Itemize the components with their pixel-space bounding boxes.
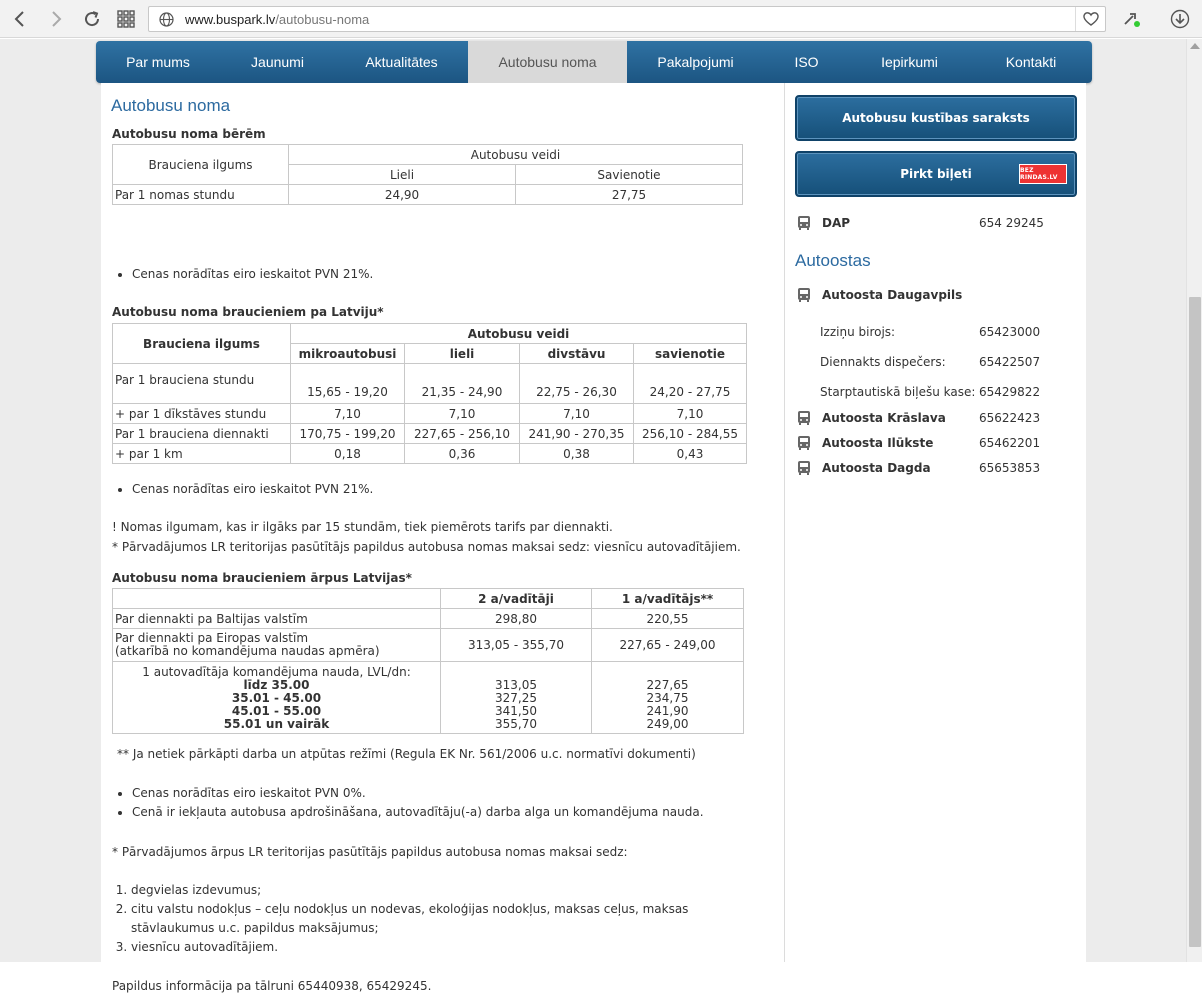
list-item: 1. degvielas izdevumus; xyxy=(131,881,751,900)
bus-icon xyxy=(796,215,812,231)
section-title-rent: Autobusu noma bērēm xyxy=(112,127,266,141)
bus-icon xyxy=(796,410,812,426)
table-cell: 0,38 xyxy=(520,444,634,464)
rent-table xyxy=(112,144,743,205)
bus-icon xyxy=(796,460,812,476)
table-cell: 227,65 - 256,10 xyxy=(405,424,520,444)
row-label-line: Par diennakti pa Eiropas valstīm xyxy=(115,631,309,645)
table-row xyxy=(113,444,747,464)
table-cell: 24,90 xyxy=(289,185,516,205)
table-row-label xyxy=(113,662,441,734)
table-header: Brauciena ilgums xyxy=(113,145,289,185)
list-item: • Cenas norādītas eiro ieskaitot PVN 0%. xyxy=(132,784,704,803)
price-note-list xyxy=(132,784,704,822)
table-cell: 170,75 - 199,20 xyxy=(291,424,405,444)
table-header: divstāvu xyxy=(520,344,634,364)
phone-number: 65429822 xyxy=(979,385,1041,399)
contact-label: Starptautiskā biļešu kase: xyxy=(820,385,976,399)
cell-line: 234,75 xyxy=(646,690,689,705)
station-row xyxy=(796,408,1076,428)
contact-row xyxy=(820,385,1041,399)
contact-row xyxy=(820,325,1041,339)
price-note-list xyxy=(132,480,373,499)
table-cell: 22,75 - 26,30 xyxy=(520,364,634,404)
section-title-latvia: Autobusu noma braucieniem pa Latviju* xyxy=(112,305,384,319)
table-header: savienotie xyxy=(634,344,747,364)
list-item: • Cenā ir iekļauta autobusa apdrošināšana, autovadītāju(-a) darba alga un komandējuma nauda. xyxy=(132,803,704,822)
latvia-table xyxy=(112,323,747,464)
table-header: mikroautobusi xyxy=(291,344,405,364)
table-cell: 7,10 xyxy=(405,404,520,424)
table-cell: 313,05 - 355,70 xyxy=(441,629,592,662)
section-title-abroad: Autobusu noma braucieniem ārpus Latvijas* xyxy=(112,571,412,585)
page-area xyxy=(0,39,1186,993)
table-row xyxy=(113,364,747,404)
table-row-label xyxy=(113,629,441,662)
bus-icon xyxy=(796,435,812,451)
nav-item-7[interactable]: Kontakti xyxy=(1005,54,1057,70)
table-header: Savienotie xyxy=(516,165,743,185)
contact-label: Izziņu birojs: xyxy=(820,325,896,339)
table-cell: 256,10 - 284,55 xyxy=(634,424,747,444)
extension-icon[interactable] xyxy=(1120,7,1144,31)
row-label-line: 55.01 un vairāk xyxy=(223,716,330,731)
footnote-text: ** Ja netiek pārkāpti darba un atpūtas režīmi (Regula EK Nr. 561/2006 u.c. normatīvi dokumenti) xyxy=(117,747,696,761)
scroll-up-arrow-icon[interactable] xyxy=(1190,43,1200,49)
row-label-line: 1 autovadītāja komandējuma nauda, LVL/dn: xyxy=(142,664,411,679)
price-note-list xyxy=(132,265,373,284)
table-row-label: Par 1 brauciena diennakti xyxy=(113,424,291,444)
sidebar xyxy=(786,83,1086,962)
list-item: 2. citu valstu nodokļus – ceļu nodokļus un nodevas, ekoloģijas nodokļus, maksas ceļus, maksas stāvlaukumus u.c. papildus maksājumus; xyxy=(131,900,751,938)
table-cell: 0,18 xyxy=(291,444,405,464)
station-row xyxy=(796,285,1076,305)
note-text: ! Nomas ilgumam, kas ir ilgāks par 15 stundām, tiek piemērots tarifs par diennakti. xyxy=(112,520,613,534)
dap-row xyxy=(796,213,1076,233)
table-header: Brauciena ilgums xyxy=(113,324,291,364)
globe-icon xyxy=(159,12,174,30)
apps-grid-icon[interactable] xyxy=(114,7,138,31)
browser-toolbar xyxy=(0,0,1202,38)
phone-number: 65423000 xyxy=(979,325,1041,339)
station-name: Autoosta Daugavpils xyxy=(822,288,963,302)
reload-icon[interactable] xyxy=(80,7,104,31)
row-label-line: līdz 35.00 xyxy=(243,677,310,692)
table-header: lieli xyxy=(405,344,520,364)
contact-row xyxy=(820,355,1041,369)
table-header: Autobusu veidi xyxy=(291,324,747,344)
nav-item-6[interactable]: Iepirkumi xyxy=(881,54,938,70)
phone-number: 65653853 xyxy=(979,461,1041,475)
nav-item-0[interactable]: Par mums xyxy=(126,54,190,70)
button-label: Autobusu kustības saraksts xyxy=(842,111,1030,125)
bezrindas-logo: BEZ RINDAS.LV xyxy=(1019,164,1067,184)
url-text: www.buspark.lv/autobusu-noma xyxy=(185,12,370,27)
table-cell: 24,20 - 27,75 xyxy=(634,364,747,404)
note-text: * Pārvadājumos LR teritorijas pasūtītājs papildus autobusa nomas maksai sedz: viesnīcu autovadītājiem. xyxy=(112,540,741,554)
table-header: 1 a/vadītājs** xyxy=(592,589,744,609)
station-name: Autoosta Dagda xyxy=(822,461,931,475)
table-cell: 27,75 xyxy=(516,185,743,205)
row-label-line: 45.01 - 55.00 xyxy=(231,703,322,718)
table-row-label: Par 1 brauciena stundu xyxy=(113,364,291,404)
contact-label: Diennakts dispečers: xyxy=(820,355,946,369)
phone-number: 65622423 xyxy=(979,411,1041,425)
table-row-label: + par 1 dīkstāves stundu xyxy=(113,404,291,424)
table-cell: 7,10 xyxy=(634,404,747,424)
table-cell: 220,55 xyxy=(592,609,744,629)
nav-item-5[interactable]: ISO xyxy=(794,54,819,70)
table-cell: 15,65 - 19,20 xyxy=(291,364,405,404)
buy-ticket-button[interactable] xyxy=(795,151,1077,197)
list-item: • Cenas norādītas eiro ieskaitot PVN 21%. xyxy=(132,265,373,284)
nav-item-4[interactable]: Pakalpojumi xyxy=(657,54,734,70)
table-cell xyxy=(592,662,744,734)
phone-number: 654 29245 xyxy=(979,216,1044,230)
cell-line: 249,00 xyxy=(646,716,689,731)
scroll-thumb[interactable] xyxy=(1189,297,1201,947)
table-row xyxy=(113,424,747,444)
table-cell: 0,43 xyxy=(634,444,747,464)
timetable-button[interactable] xyxy=(795,95,1077,141)
table-cell: 7,10 xyxy=(520,404,634,424)
station-row xyxy=(796,458,1076,478)
download-icon[interactable] xyxy=(1168,7,1192,31)
phone-number: 65422507 xyxy=(979,355,1041,369)
table-header: 2 a/vadītāji xyxy=(441,589,592,609)
cell-line: 327,25 xyxy=(495,690,537,705)
cell-line: 355,70 xyxy=(495,716,537,731)
table-row xyxy=(113,404,747,424)
main-content xyxy=(101,83,785,993)
heart-icon[interactable] xyxy=(1075,7,1105,31)
row-label-line: 35.01 - 45.00 xyxy=(231,690,322,705)
cell-line: 341,50 xyxy=(495,703,537,718)
table-row-label: + par 1 km xyxy=(113,444,291,464)
station-name: Autoosta Krāslava xyxy=(822,411,946,425)
station-name: Autoosta Ilūkste xyxy=(822,436,934,450)
note-text: * Pārvadājumos ārpus LR teritorijas pasūtītājs papildus autobusa nomas maksai sedz: xyxy=(112,845,628,859)
page-scrollbar[interactable] xyxy=(1186,39,1202,962)
table-header: Lieli xyxy=(289,165,516,185)
abroad-table xyxy=(112,588,744,734)
cell-line: 313,05 xyxy=(495,677,537,692)
table-cell xyxy=(441,662,592,734)
table-row-label: Par 1 nomas stundu xyxy=(113,185,289,205)
table-cell: 227,65 - 249,00 xyxy=(592,629,744,662)
content-container xyxy=(101,83,1086,993)
table-cell: 7,10 xyxy=(291,404,405,424)
table-header: Autobusu veidi xyxy=(289,145,743,165)
back-icon[interactable] xyxy=(8,7,32,31)
table-header xyxy=(113,589,441,609)
extra-costs-list xyxy=(131,881,751,957)
bus-icon xyxy=(796,287,812,303)
table-cell: 298,80 xyxy=(441,609,592,629)
row-label-line: (atkarībā no komandējuma naudas apmēra) xyxy=(115,644,380,658)
table-cell: 241,90 - 270,35 xyxy=(520,424,634,444)
list-item: • Cenas norādītas eiro ieskaitot PVN 21%. xyxy=(132,480,373,499)
main-nav xyxy=(96,41,1092,83)
station-row xyxy=(796,433,1076,453)
contact-info: Papildus informācija pa tālruni 65440938, 65429245. xyxy=(112,979,432,993)
nav-item-1[interactable]: Jaunumi xyxy=(251,54,304,70)
nav-item-3[interactable]: Autobusu noma xyxy=(468,41,627,83)
sidebar-title: Autoostas xyxy=(795,251,871,270)
forward-icon[interactable] xyxy=(44,7,68,31)
table-row-label: Par diennakti pa Baltijas valstīm xyxy=(113,609,441,629)
button-label: Pirkt biļeti xyxy=(900,167,972,181)
page-title: Autobusu noma xyxy=(111,96,231,115)
address-bar[interactable] xyxy=(148,6,1106,32)
station-name: DAP xyxy=(822,216,851,230)
nav-item-2[interactable]: Aktualitātes xyxy=(365,54,438,70)
table-cell: 0,36 xyxy=(405,444,520,464)
list-item: 3. viesnīcu autovadītājiem. xyxy=(131,938,751,957)
cell-line: 241,90 xyxy=(646,703,689,718)
cell-line: 227,65 xyxy=(646,677,689,692)
table-cell: 21,35 - 24,90 xyxy=(405,364,520,404)
phone-number: 65462201 xyxy=(979,436,1041,450)
